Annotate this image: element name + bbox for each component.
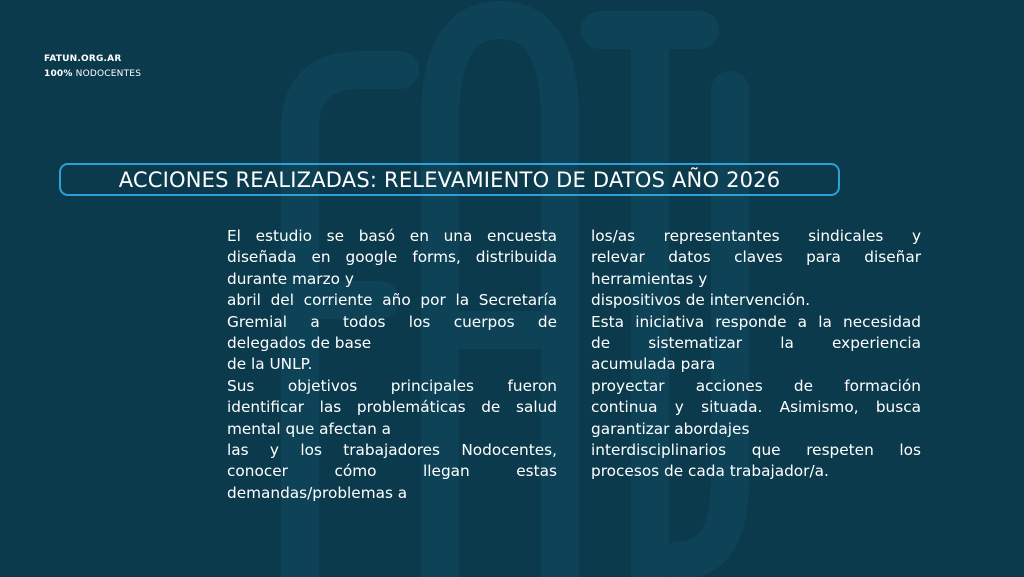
body-line: delegados de base [227, 334, 372, 353]
body-line: acumulada para [591, 355, 716, 374]
body-line: dispositivos de intervención. [591, 291, 811, 310]
body-line: conocer cómo llegan estas [227, 462, 557, 481]
body-line: identificar las problemáticas de salud [227, 398, 557, 417]
body-line: interdisciplinarios que respeten los [591, 441, 921, 460]
body-line: de sistematizar la experiencia [591, 334, 921, 353]
body-line: procesos de cada trabajador/a. [591, 462, 829, 481]
brand-tagline [44, 67, 141, 82]
body-line: El estudio se basó en una encuesta [227, 227, 557, 245]
section-title-box [59, 163, 840, 196]
body-column-left [227, 226, 557, 504]
body-line: herramientas y [591, 269, 708, 288]
body-line: relevar datos claves para diseñar [591, 248, 921, 267]
section-title: ACCIONES REALIZADAS: RELEVAMIENTO DE DATOS AÑO 2026 [118, 167, 781, 192]
body-line: demandas/problemas a [227, 483, 408, 502]
body-line: diseñada en google forms, distribuida [227, 248, 557, 267]
body-line: garantizar abordajes [591, 419, 750, 438]
brand-site-link[interactable]: FATUN.ORG.AR [44, 54, 122, 64]
body-line: los/as representantes sindicales y [591, 227, 921, 245]
body-line: Esta iniciativa responde a la necesidad [591, 312, 921, 331]
body-line: proyectar acciones de formación [591, 376, 921, 395]
body-line: continua y situada. Asimismo, busca [591, 398, 921, 417]
body-line: Sus objetivos principales fueron [227, 376, 557, 395]
body-line: abril del corriente año por la Secretaría [227, 291, 557, 310]
body-line: las y los trabajadores Nodocentes, [227, 441, 557, 460]
brand-block [44, 52, 141, 82]
brand-tagline-text: NODOCENTES [75, 69, 142, 79]
body-line: Gremial a todos los cuerpos de [227, 312, 557, 331]
body-line: de la UNLP. [227, 355, 313, 374]
body-column-right [591, 226, 921, 483]
brand-tagline-percent: 100% [44, 69, 73, 79]
body-line: durante marzo y [227, 269, 354, 288]
body-line: mental que afectan a [227, 419, 392, 438]
